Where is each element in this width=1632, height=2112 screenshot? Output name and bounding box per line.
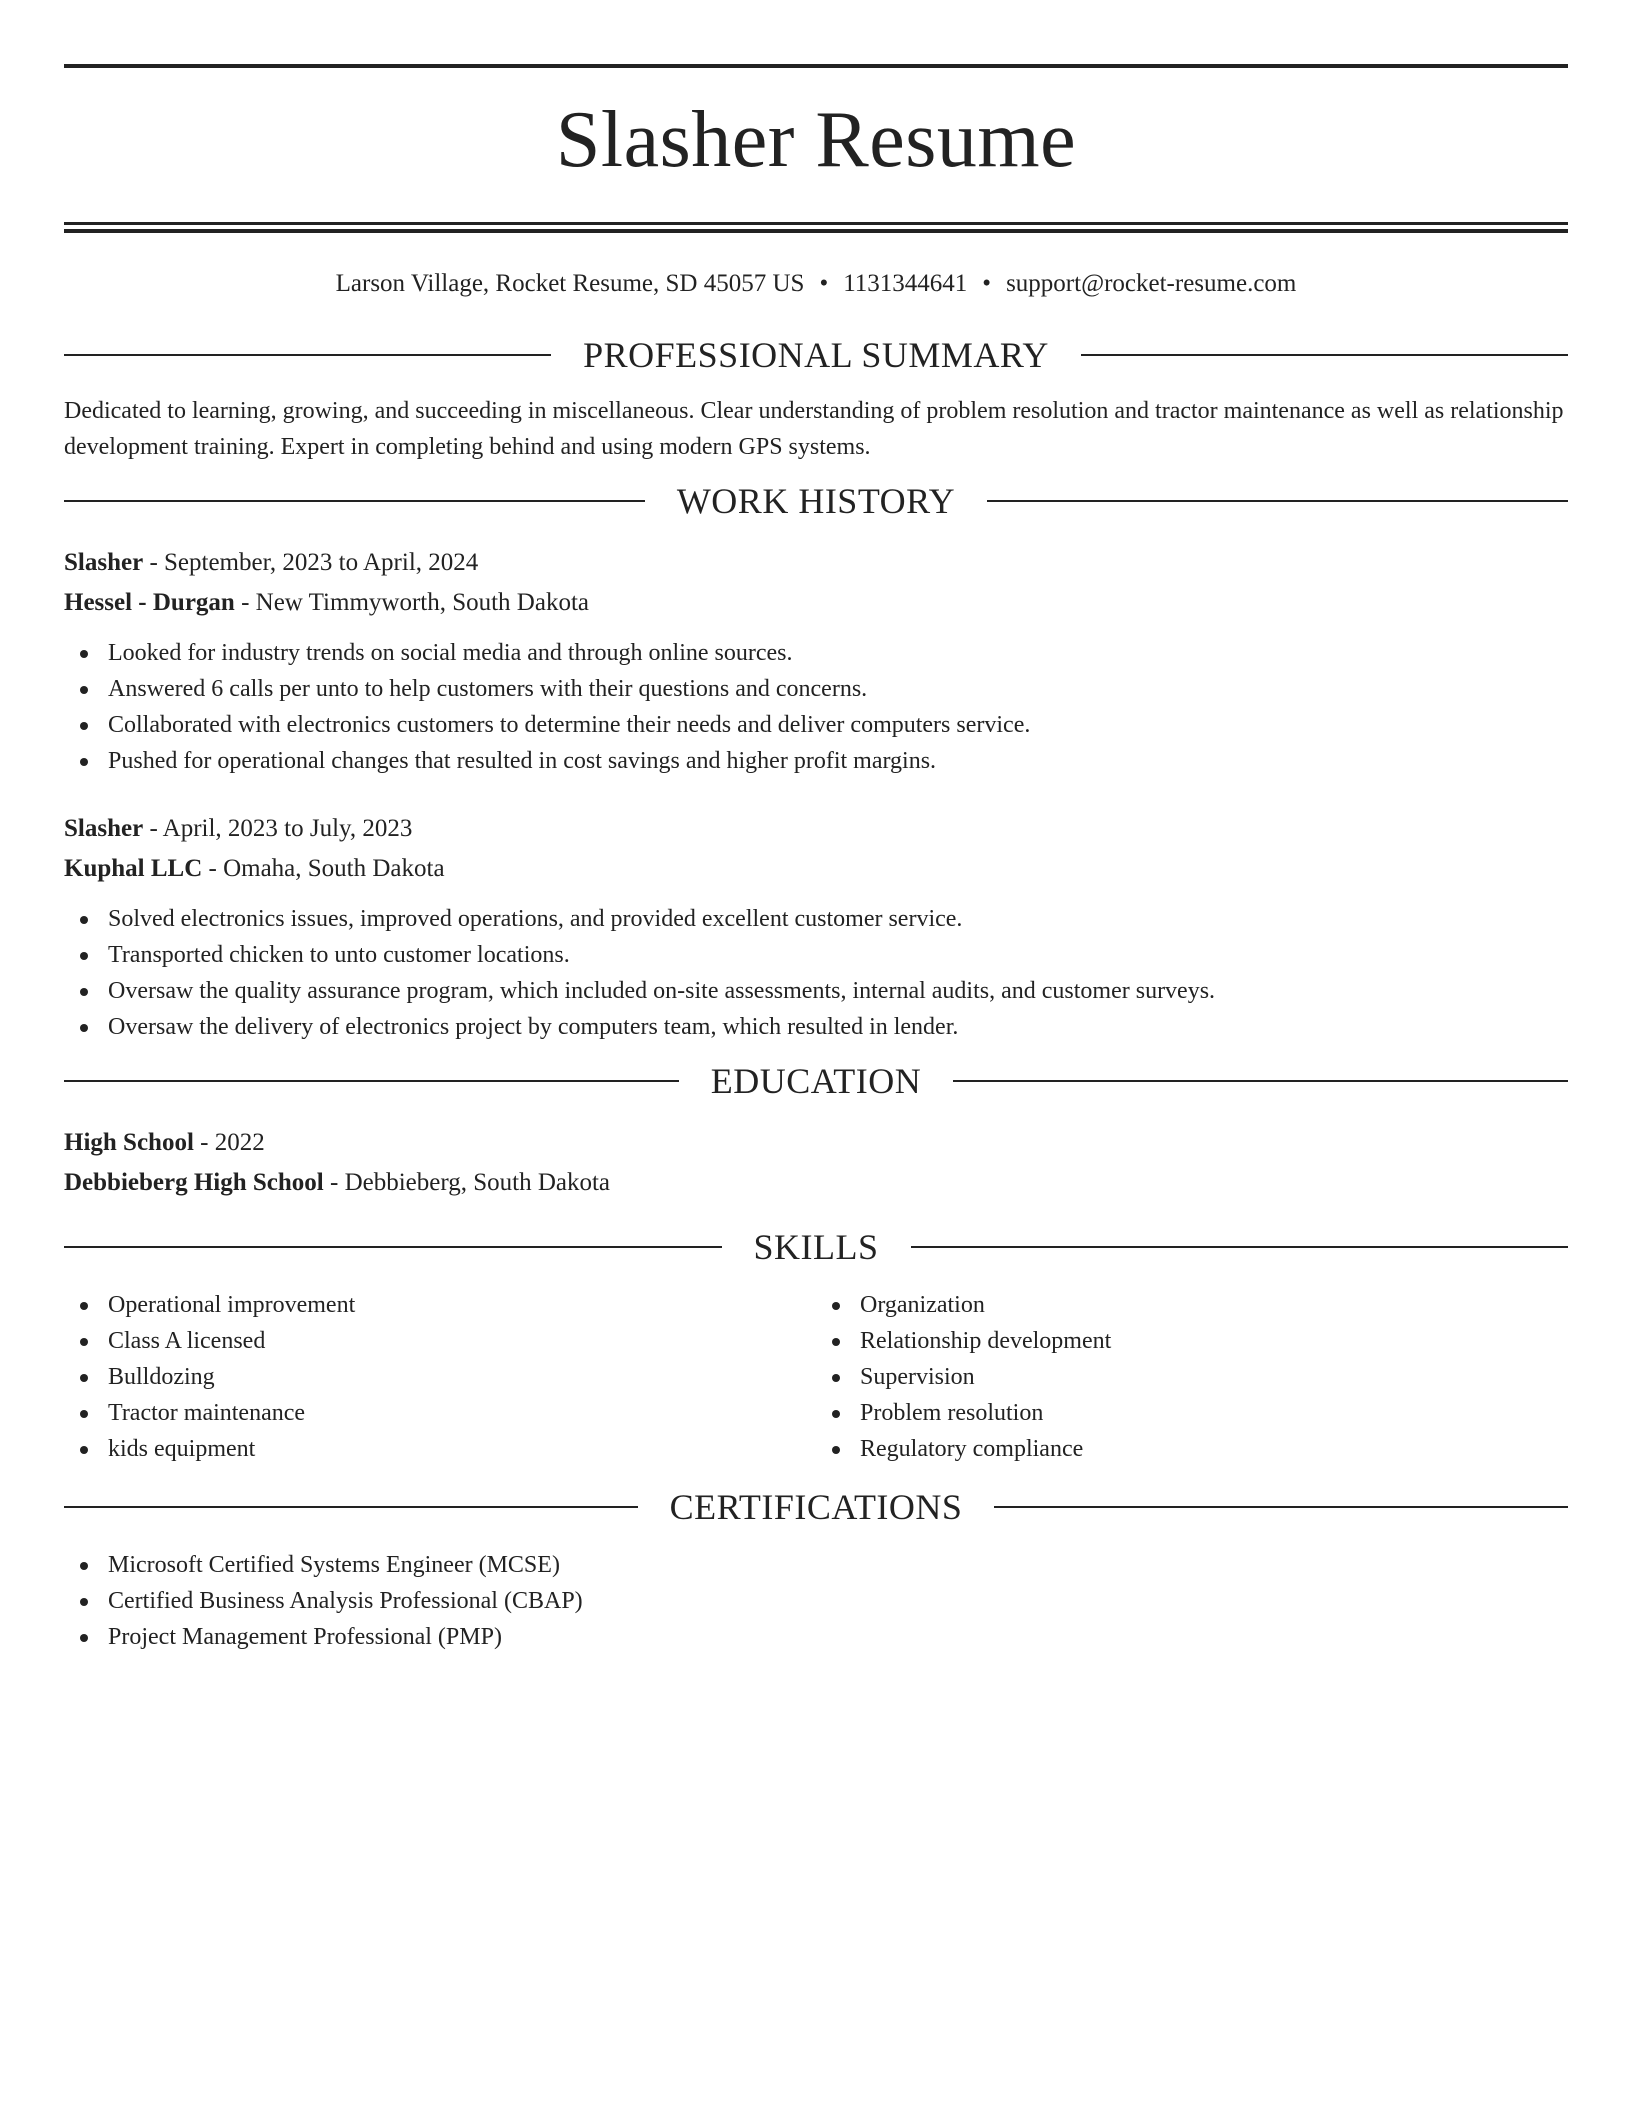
- list-item: [816, 1431, 1568, 1467]
- work-history-title: WORK HISTORY: [676, 481, 956, 521]
- certifications-list: [64, 1547, 1568, 1655]
- list-item: [64, 635, 1568, 671]
- bullet-icon: [80, 1410, 88, 1418]
- certifications-section-heading: [64, 1489, 1568, 1525]
- contact-line: [64, 267, 1568, 301]
- list-item: [64, 901, 1568, 937]
- job-title-line: [64, 543, 1568, 583]
- education-school-line: [64, 1163, 1568, 1203]
- list-item: [64, 1323, 816, 1359]
- heading-rule-left: [64, 354, 551, 356]
- summary-text: Dedicated to learning, growing, and succeeding in miscellaneous. Clear understanding of problem resolution and tractor maintenance as well as relationship development training. Expert in completing behind and using modern GPS systems.: [64, 398, 1564, 460]
- skill-text: Organization: [860, 1292, 985, 1318]
- list-item: [64, 1359, 816, 1395]
- heading-rule-left: [64, 1506, 638, 1508]
- job-company: Kuphal LLC: [64, 855, 203, 882]
- top-rule: [64, 64, 1568, 68]
- skill-text: Tractor maintenance: [108, 1400, 306, 1426]
- job-location: - New Timmyworth, South Dakota: [234, 589, 590, 616]
- contact-separator: •: [982, 270, 992, 297]
- list-item: [64, 707, 1568, 743]
- bullet-icon: [80, 686, 88, 694]
- list-item: [64, 1287, 816, 1323]
- job-company: Hessel - Durgan: [64, 589, 235, 616]
- job-company-line: [64, 583, 1568, 623]
- bullet-icon: [80, 988, 88, 996]
- bullet-text: Looked for industry trends on social media and through online sources.: [108, 640, 793, 666]
- skill-text: Supervision: [860, 1364, 975, 1390]
- list-item: [64, 1431, 816, 1467]
- skill-text: Bulldozing: [108, 1364, 215, 1390]
- job-location: - Omaha, South Dakota: [202, 855, 445, 882]
- skill-text: Relationship development: [860, 1328, 1112, 1354]
- job-role: Slasher: [64, 815, 144, 842]
- bullet-icon: [80, 952, 88, 960]
- job-dates: - April, 2023 to July, 2023: [143, 815, 413, 842]
- bullet-icon: [832, 1374, 840, 1382]
- education-location: - Debbieberg, South Dakota: [323, 1169, 611, 1196]
- bullet-text: Oversaw the delivery of electronics project by computers team, which resulted in lender.: [108, 1014, 959, 1040]
- certification-text: Certified Business Analysis Professional (CBAP): [108, 1588, 583, 1614]
- bullet-icon: [80, 722, 88, 730]
- job-title-line: [64, 809, 1568, 849]
- bullet-text: Oversaw the quality assurance program, which included on-site assessments, internal audits, and customer surveys.: [108, 978, 1216, 1004]
- job-dates: - September, 2023 to April, 2024: [143, 549, 479, 576]
- list-item: [816, 1323, 1568, 1359]
- job-bullet-list: [64, 635, 1568, 779]
- job-entry: [64, 809, 1568, 1045]
- list-item: [64, 1395, 816, 1431]
- bullet-icon: [80, 1024, 88, 1032]
- contact-phone: 1131344641: [843, 270, 968, 297]
- heading-rule-left: [64, 1080, 679, 1082]
- work-history-section-heading: [64, 483, 1568, 519]
- certifications-title: CERTIFICATIONS: [669, 1487, 963, 1527]
- bullet-icon: [80, 916, 88, 924]
- bullet-icon: [80, 1374, 88, 1382]
- skill-text: kids equipment: [108, 1436, 256, 1462]
- skills-column-right: [816, 1287, 1568, 1467]
- bullet-icon: [80, 1634, 88, 1642]
- bullet-icon: [832, 1338, 840, 1346]
- education-school: Debbieberg High School: [64, 1169, 324, 1196]
- job-bullet-list: [64, 901, 1568, 1045]
- bullet-icon: [80, 758, 88, 766]
- bullet-icon: [80, 1562, 88, 1570]
- skills-list-left: [64, 1287, 816, 1467]
- bullet-text: Answered 6 calls per unto to help customers with their questions and concerns.: [108, 676, 868, 702]
- heading-rule-right: [994, 1506, 1568, 1508]
- bullet-icon: [832, 1302, 840, 1310]
- bullet-icon: [80, 650, 88, 658]
- list-item: [816, 1287, 1568, 1323]
- certification-text: Project Management Professional (PMP): [108, 1624, 502, 1650]
- heading-rule-right: [953, 1080, 1568, 1082]
- contact-email: support@rocket-resume.com: [1006, 270, 1297, 297]
- heading-rule-right: [1081, 354, 1568, 356]
- education-degree: High School: [64, 1129, 194, 1156]
- list-item: [64, 743, 1568, 779]
- education-degree-line: [64, 1123, 1568, 1163]
- education-year: - 2022: [193, 1129, 265, 1156]
- summary-title: PROFESSIONAL SUMMARY: [583, 335, 1049, 375]
- bullet-text: Transported chicken to unto customer locations.: [108, 942, 570, 968]
- skills-list-right: [816, 1287, 1568, 1467]
- skill-text: Class A licensed: [108, 1328, 266, 1354]
- skill-text: Operational improvement: [108, 1292, 356, 1318]
- list-item: [64, 1009, 1568, 1045]
- list-item: [64, 937, 1568, 973]
- bullet-text: Collaborated with electronics customers to determine their needs and deliver computers service.: [108, 712, 1031, 738]
- education-entry: [64, 1123, 1568, 1203]
- heading-rule-right: [987, 500, 1568, 502]
- list-item: [64, 1547, 1568, 1583]
- summary-section-heading: [64, 337, 1568, 373]
- education-section-heading: [64, 1063, 1568, 1099]
- bullet-text: Solved electronics issues, improved operations, and provided excellent customer service.: [108, 906, 963, 932]
- skills-section-heading: [64, 1229, 1568, 1265]
- bullet-icon: [832, 1410, 840, 1418]
- heading-rule-left: [64, 500, 645, 502]
- list-item: [64, 973, 1568, 1009]
- skills-column-left: [64, 1287, 816, 1467]
- contact-address: Larson Village, Rocket Resume, SD 45057 US: [335, 270, 805, 297]
- bullet-icon: [80, 1338, 88, 1346]
- heading-rule-left: [64, 1246, 722, 1248]
- double-rule: [64, 222, 1568, 233]
- job-entry: [64, 543, 1568, 779]
- skill-text: Regulatory compliance: [860, 1436, 1084, 1462]
- list-item: [816, 1359, 1568, 1395]
- job-role: Slasher: [64, 549, 144, 576]
- skills-columns: [64, 1287, 1568, 1467]
- certification-text: Microsoft Certified Systems Engineer (MCSE): [108, 1552, 560, 1578]
- skill-text: Problem resolution: [860, 1400, 1044, 1426]
- bullet-icon: [80, 1302, 88, 1310]
- bullet-icon: [80, 1446, 88, 1454]
- job-company-line: [64, 849, 1568, 889]
- heading-rule-right: [911, 1246, 1569, 1248]
- list-item: [64, 671, 1568, 707]
- bullet-text: Pushed for operational changes that resulted in cost savings and higher profit margins.: [108, 748, 937, 774]
- list-item: [816, 1395, 1568, 1431]
- skills-title: SKILLS: [753, 1227, 879, 1267]
- list-item: [64, 1619, 1568, 1655]
- bullet-icon: [80, 1598, 88, 1606]
- contact-separator: •: [819, 270, 829, 297]
- resume-name: Slasher Resume: [555, 96, 1077, 184]
- list-item: [64, 1583, 1568, 1619]
- bullet-icon: [832, 1446, 840, 1454]
- education-title: EDUCATION: [710, 1061, 922, 1101]
